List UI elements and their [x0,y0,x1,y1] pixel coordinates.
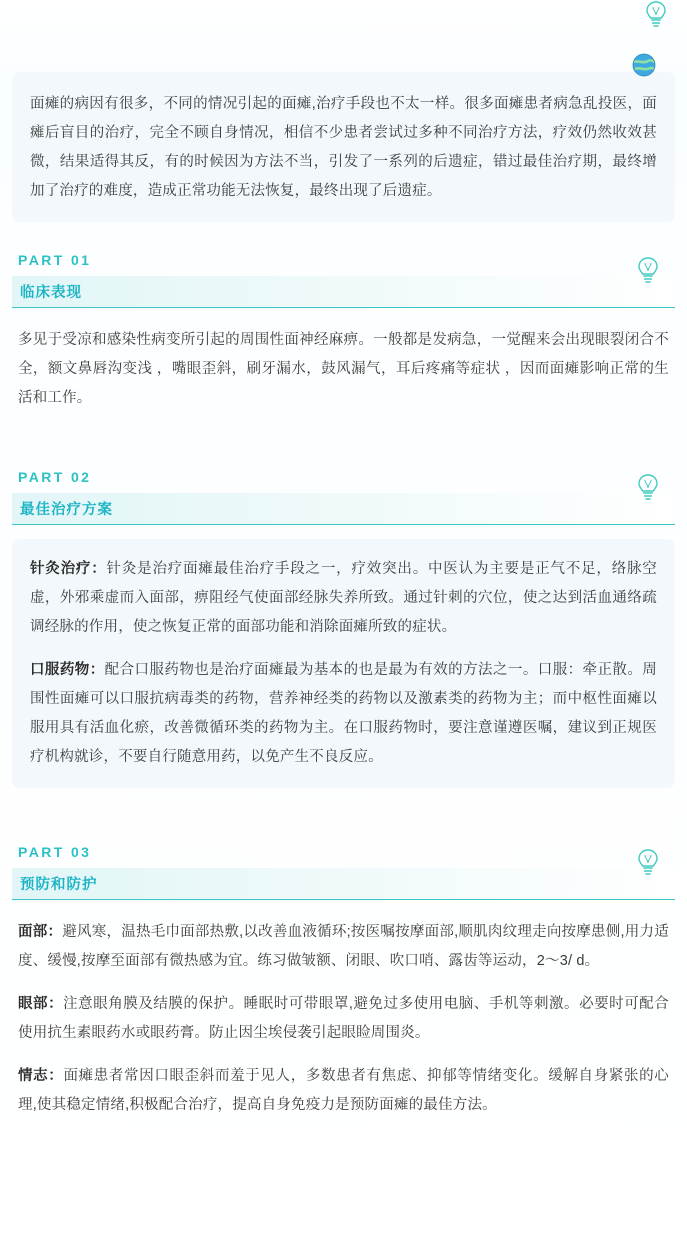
part-label: PART 03 [18,844,92,860]
part-2-body [12,539,675,788]
part-title-bar [12,276,675,308]
intro-paragraph: 面瘫的病因有很多，不同的情况引起的面瘫,治疗手段也不太一样。很多面瘫患者病急乱投医，面瘫后盲目的治疗，完全不顾自身情况，相信不少患者尝试过多种不同治疗方法，疗效仍然收效甚微，结果适得其反，有的时候因为方法不当，引发了一系列的后遗症，错过最佳治疗期，最终增加了治疗的难度，造成正常功能无法恢复，最终出现了后遗症。 [30,96,657,199]
part-section-2 [12,439,675,525]
part-title: 预防和防护 [20,877,98,893]
paragraph-lead: 针灸治疗： [30,561,107,577]
paragraph [18,918,669,976]
lightbulb-icon [635,256,661,286]
part-title: 最佳治疗方案 [20,502,113,518]
spacer [0,413,687,439]
part-section-3 [12,814,675,900]
globe-icon [631,52,657,78]
paragraph [18,990,669,1048]
paragraph-lead: 面部： [18,924,63,940]
part-1-body [12,322,675,413]
part-label: PART 02 [18,469,92,485]
paragraph: 多见于受凉和感染性病变所引起的周围性面神经麻痹。一般都是发病急，一觉醒来会出现眼裂闭合不全，额文鼻唇沟变浅 ，嘴眼歪斜，刷牙漏水，鼓风漏气，耳后疼痛等症状 ，因而面瘫影响正常的生活和工作。 [18,332,669,406]
part-section-1 [12,222,675,308]
paragraph-text: 配合口服药物也是治疗面瘫最为基本的也是最为有效的方法之一。口服：牵正散。周围性面瘫可以口服抗病毒类的药物，营养神经类的药物以及激素类的药物为主；而中枢性面瘫以服用具有活血化瘀，改善微循环类的药物为主。在口服药物时，要注意谨遵医嘱，建议到正规医疗机构就诊，不要自行随意用药，以免产生不良反应。 [30,662,657,765]
part-title-bar [12,493,675,525]
part-3-body [12,914,675,1120]
paragraph-lead: 情志： [18,1068,64,1084]
lightbulb-icon [635,473,661,503]
paragraph-lead: 眼部： [18,996,64,1012]
intro-card [12,72,675,222]
paragraph [30,656,657,772]
paragraph-text: 注意眼角膜及结膜的保护。睡眠时可带眼罩,避免过多使用电脑、手机等刺激。必要时可配合使用抗生素眼药水或眼药膏。防止因尘埃侵袭引起眼睑周围炎。 [18,996,669,1041]
spacer [0,788,687,814]
paragraph-text: 针灸是治疗面瘫最佳治疗手段之一，疗效突出。中医认为主要是正气不足，络脉空虚，外邪乘虚而入面部，痹阻经气使面部经脉失养所致。通过针刺的穴位，使之达到活血通络疏调经脉的作用，使之恢复正常的面部功能和消除面瘫所致的症状。 [30,561,658,635]
paragraph-text: 面瘫患者常因口眼歪斜而羞于见人，多数患者有焦虑、抑郁等情绪变化。缓解自身紧张的心理,使其稳定情绪,积极配合治疗，提高自身免疫力是预防面瘫的最佳方法。 [18,1068,669,1113]
paragraph [30,555,657,642]
part-title-bar [12,868,675,900]
lightbulb-icon [643,0,669,30]
paragraph-text: 避风寒，温热毛巾面部热敷,以改善血液循环;按医嘱按摩面部,顺肌肉纹理走向按摩患侧,用力适度、缓慢,按摩至面部有微热感为宜。练习做皱额、闭眼、吹口哨、露齿等运动，2～3/ d。 [18,924,669,969]
lightbulb-icon [635,848,661,878]
part-title: 临床表现 [20,285,82,301]
paragraph-lead: 口服药物： [30,662,105,678]
paragraph [18,1062,669,1120]
part-label: PART 01 [18,252,92,268]
